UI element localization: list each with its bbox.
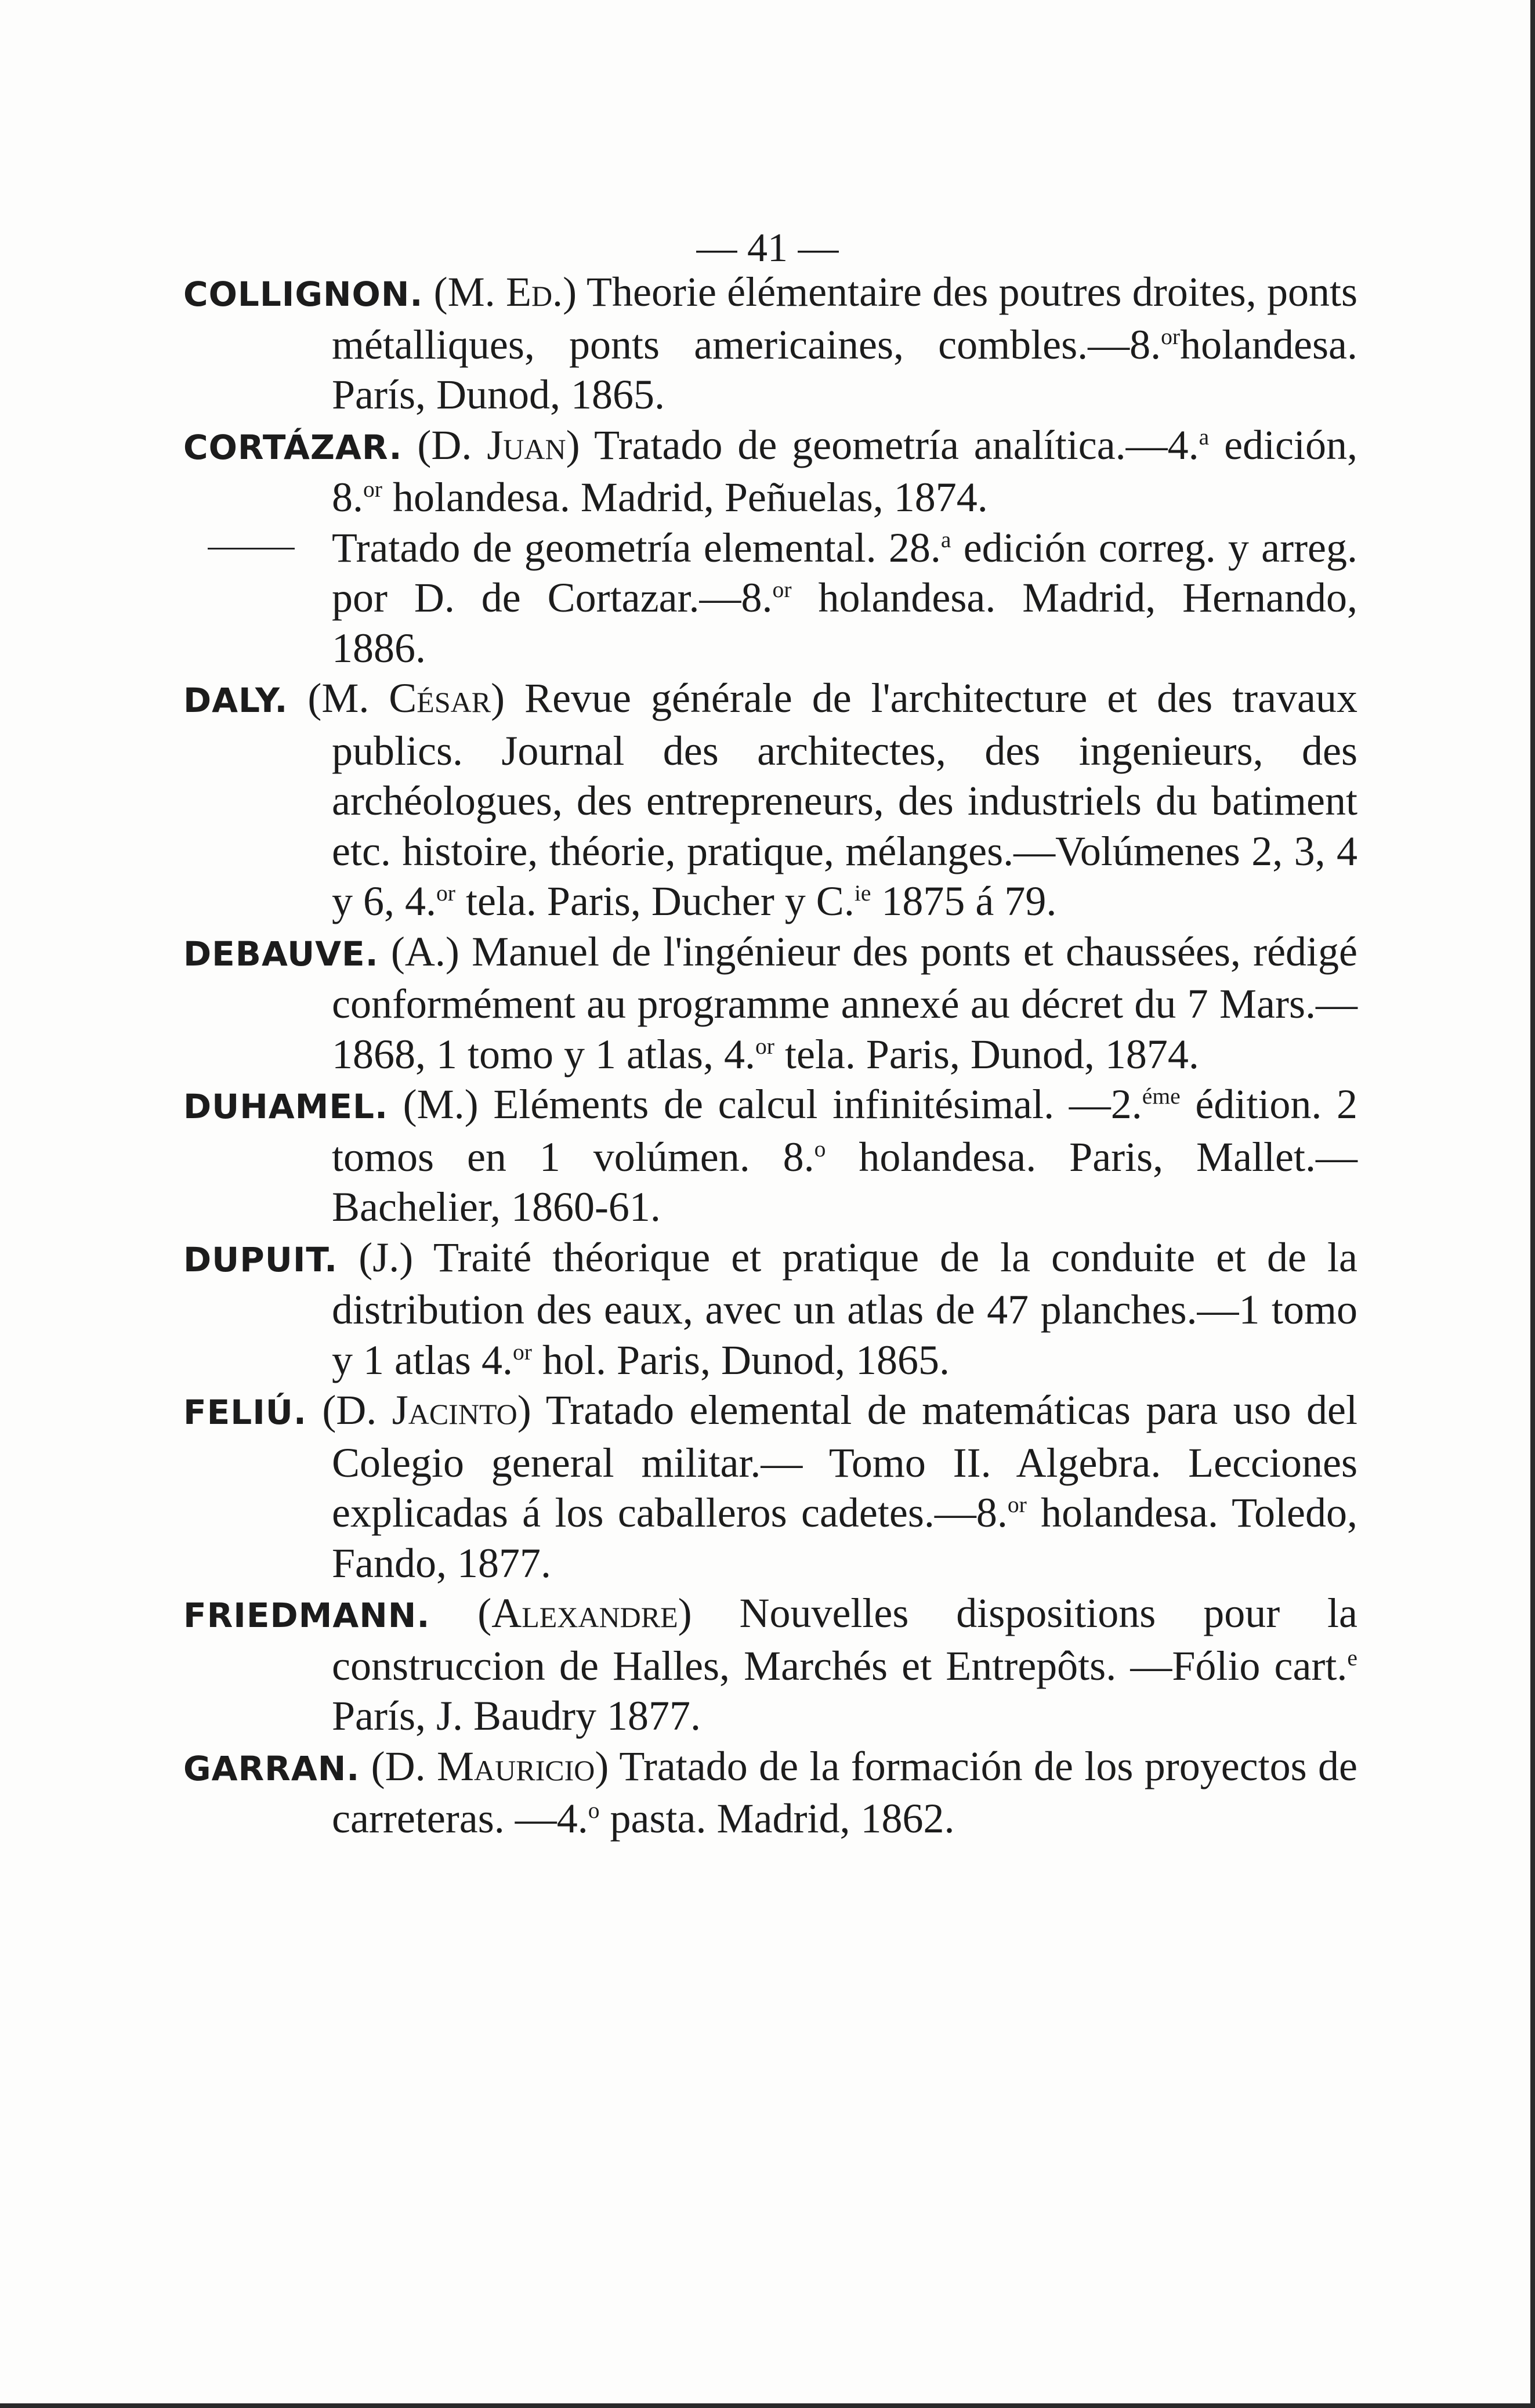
entry-given-name: Mauricio xyxy=(437,1742,595,1789)
entry-given-name: Jacinto xyxy=(392,1387,517,1433)
bibliography-entry-continued: Tratado de geometría elemental. 28.$^a$ edición correg. y arreg. por D. de Cortazar.—8.$^{or}$ holandesa. Madrid, Hernando, 1886. xyxy=(183,523,1357,674)
entry-text: Tratado de la formación de los proyectos de carreteras. —4. xyxy=(332,1742,1357,1842)
entry-author: FRIEDMANN. xyxy=(183,1596,430,1635)
entry-text: Nouvelles dispositions pour la construccion de Halles, Marchés et Entrepôts. —Fólio cart. xyxy=(332,1590,1357,1689)
bibliography-list xyxy=(183,267,1357,1844)
bibliography-entry: CORTÁZAR. (D. Juan) Tratado de geometría analítica.—4.$^a$ edición, 8.$^{or}$ holandesa. Madrid, Peñuelas, 1874. xyxy=(183,421,1357,520)
entry-author: GARRAN. xyxy=(183,1748,360,1788)
bibliography-entry: DUPUIT. (J.) Traité théorique et pratique de la conduite et de la distribution des eaux, avec un atlas de 47 planches.—1 tomo y 1 atlas 4.$^{or}$ hol. Paris, Dunod, 1865. xyxy=(183,1234,1357,1383)
entry-text: (M.) Eléments de calcul infinitésimal. —2. xyxy=(388,1081,1142,1127)
entry-author: CORTÁZAR. xyxy=(183,427,403,467)
entry-author: DEBAUVE. xyxy=(183,934,379,974)
entry-given-name: Juan xyxy=(487,421,566,468)
entry-author: DUPUIT. xyxy=(183,1239,338,1279)
entry-text: (J.) Traité théorique et pratique de la conduite et de la distribution des eaux, avec un atlas de 47 planches.—1 tomo y 1 atlas 4. xyxy=(332,1234,1357,1383)
bibliography-entry: DALY. (M. César) Revue générale de l'architecture et des travaux publics. Journal des architectes, des ingenieurs, des archéologues, des entrepreneurs, des industriels du batiment etc. histoire, théorie, pratique, mélanges.—Volúmenes 2, 3, 4 y 6, 4.$^{or}$ tela. Paris, Ducher y C.$^{ie}$ 1875 á 79. xyxy=(183,675,1357,924)
entry-text: Theorie élémentaire des poutres droites, ponts métalliques, ponts americaines, combles.—8. xyxy=(332,269,1357,368)
entry-given-name: César xyxy=(389,675,491,721)
bibliography-entry: DUHAMEL. (M.) Eléments de calcul infinitésimal. —2.$^{éme}$ édition. 2 tomos en 1 volúmen. 8.$^o$ holandesa. Paris, Mallet.—Bachelier, 1860-61. xyxy=(183,1081,1358,1230)
entry-text: Tratado elemental de matemáticas para uso del Colegio general militar.— Tomo II. Algebra. Lecciones explicadas á los caballeros cadetes.—8. xyxy=(332,1387,1357,1536)
bibliography-entry: FELIÚ. (D. Jacinto) Tratado elemental de matemáticas para uso del Colegio general militar.— Tomo II. Algebra. Lecciones explicadas á los caballeros cadetes.—8.$^{or}$ holandesa. Toledo, Fando, 1877. xyxy=(183,1387,1357,1586)
entry-author: COLLIGNON. xyxy=(183,274,423,314)
bibliography-entry: FRIEDMANN. (Alexandre) Nouvelles dispositions pour la construccion de Halles, Marchés et Entrepôts. —Fólio cart.$^e$ París, J. Baudry 1877. xyxy=(183,1590,1357,1739)
entry-text: (A.) Manuel de l'ingénieur des ponts et chaussées, rédigé conformément au programme annexé au décret du 7 Mars.—1868, 1 tomo y 1 atlas, 4. xyxy=(332,928,1357,1078)
entry-author: DALY. xyxy=(183,681,288,720)
ditto-dash xyxy=(208,548,295,549)
entry-author: FELIÚ. xyxy=(183,1393,307,1432)
page-edge-bottom xyxy=(0,2403,1535,2408)
entry-text: Revue générale de l'architecture et des travaux publics. Journal des architectes, des ingenieurs, des archéologues, des entrepreneurs, des industriels du batiment etc. histoire, théorie, pratique, mélanges.—Volúmenes 2, 3, 4 y 6, 4. xyxy=(332,675,1357,924)
entry-given-name: Alexandre xyxy=(491,1590,678,1636)
bibliography-entry: DEBAUVE. (A.) Manuel de l'ingénieur des ponts et chaussées, rédigé conformément au programme annexé au décret du 7 Mars.—1868, 1 tomo y 1 atlas, 4.$^{or}$ tela. Paris, Dunod, 1874. xyxy=(183,928,1357,1078)
bibliography-entry: GARRAN. (D. Mauricio) Tratado de la formación de los proyectos de carreteras. —4.$^o$ pasta. Madrid, 1862. xyxy=(183,1742,1357,1842)
entry-text: Tratado de geometría elemental. 28. xyxy=(332,524,941,571)
bibliography-entry: COLLIGNON. (M. Ed.) Theorie élémentaire des poutres droites, ponts métalliques, ponts americaines, combles.—8.$^{or}$holandesa. París, Dunod, 1865. xyxy=(183,269,1357,418)
entry-text: Tratado de geometría analítica.—4. xyxy=(580,421,1199,468)
entry-given-name: Ed. xyxy=(505,269,563,315)
entry-author: DUHAMEL. xyxy=(183,1087,388,1126)
page-edge-right xyxy=(1530,0,1535,2408)
page-number: — 41 — xyxy=(696,226,839,270)
